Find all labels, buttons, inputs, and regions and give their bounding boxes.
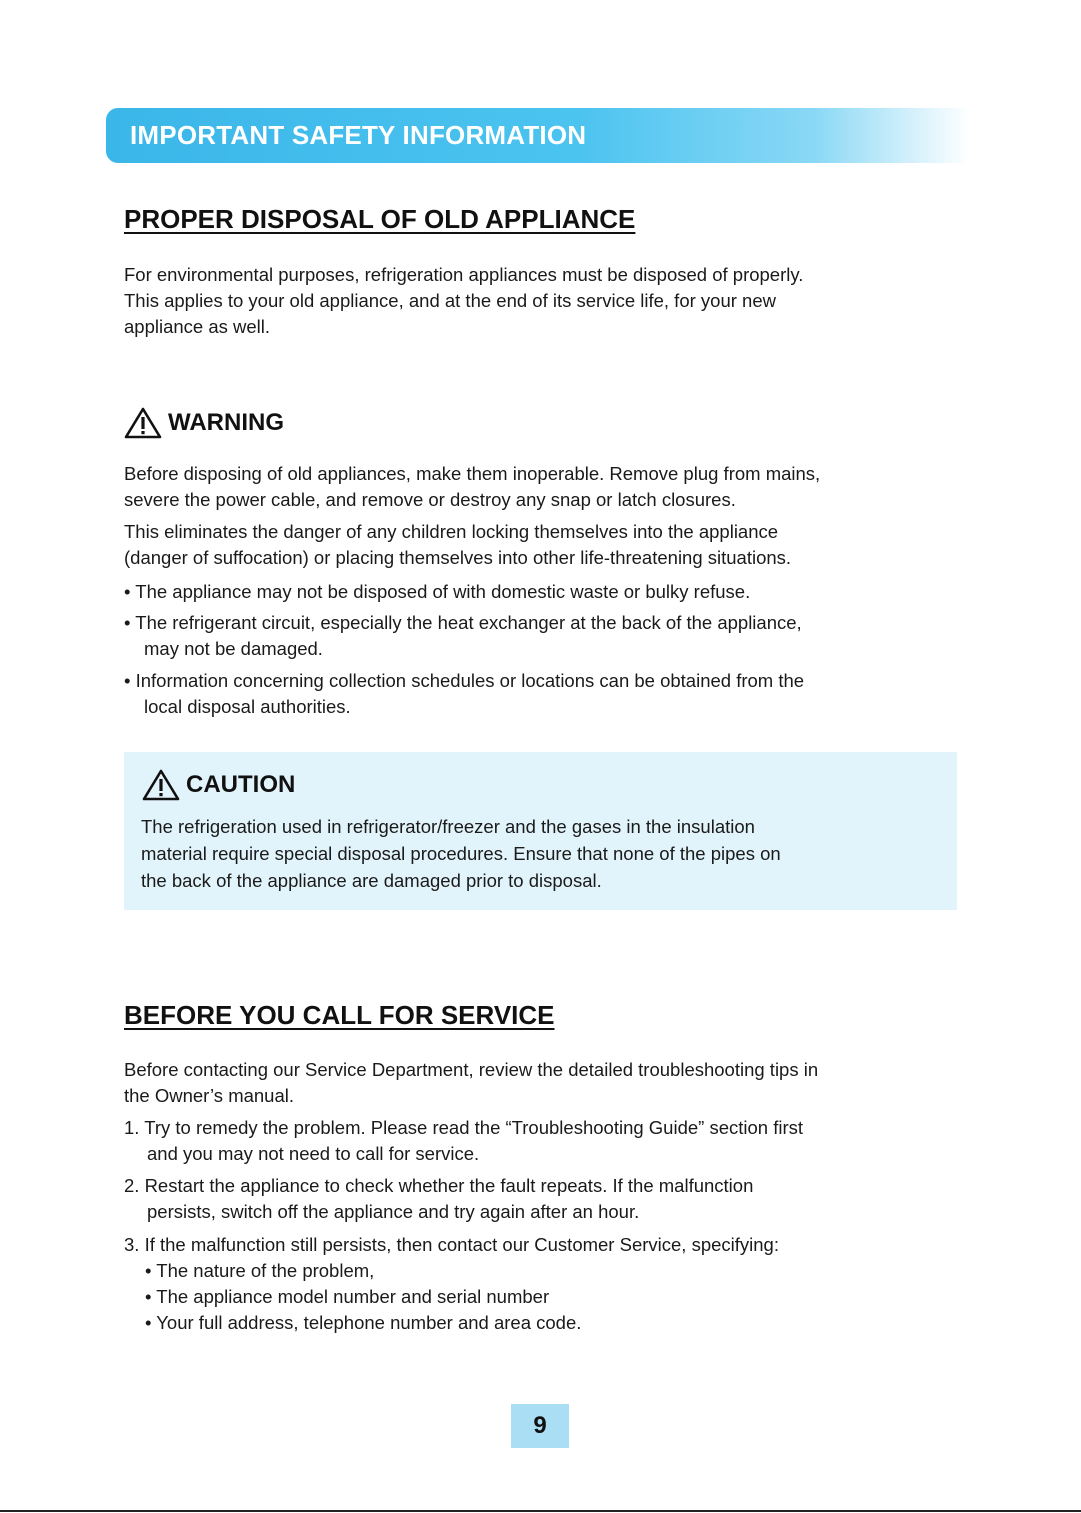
warning-heading [124, 406, 284, 440]
service-step [124, 1173, 944, 1225]
text-line: the back of the appliance are damaged prior to disposal. [141, 870, 602, 891]
step-text-continued: and you may not need to call for service. [147, 1143, 480, 1164]
warning-bullet [124, 579, 924, 605]
warning-bullet [124, 610, 924, 662]
text-line: the Owner’s manual. [124, 1085, 295, 1106]
page-number: 9 [511, 1404, 569, 1448]
service-intro [124, 1057, 924, 1109]
service-step [124, 1115, 944, 1167]
warning-triangle-icon [142, 769, 180, 801]
caution-label: CAUTION [186, 771, 296, 798]
section-header-bar [106, 108, 970, 163]
service-sub-bullet: • Your full address, telephone number and area code. [145, 1312, 582, 1333]
text-line: The refrigeration used in refrigerator/freezer and the gases in the insulation [141, 816, 755, 837]
text-line: Before disposing of old appliances, make them inoperable. Remove plug from mains, [124, 463, 821, 484]
disposal-paragraph [124, 262, 924, 340]
section-header-title: IMPORTANT SAFETY INFORMATION [130, 120, 587, 150]
text-line: This applies to your old appliance, and at the end of its service life, for your new [124, 290, 776, 311]
bullet-text: • The appliance may not be disposed of with domestic waste or bulky refuse. [124, 581, 751, 602]
caution-box [124, 752, 957, 910]
warning-triangle-icon [124, 407, 162, 439]
text-line: (danger of suffocation) or placing themselves into other life-threatening situations. [124, 547, 792, 568]
bullet-text-continued: may not be damaged. [144, 638, 323, 659]
footer-divider [0, 1510, 1081, 1512]
disposal-section-title: PROPER DISPOSAL OF OLD APPLIANCE [124, 204, 636, 234]
service-sub-bullet: • The nature of the problem, [145, 1260, 375, 1281]
caution-heading [142, 768, 295, 802]
text-line: For environmental purposes, refrigeration appliances must be disposed of properly. [124, 264, 804, 285]
step-text: 2. Restart the appliance to check whether the fault repeats. If the malfunction [124, 1175, 754, 1196]
service-section-title: BEFORE YOU CALL FOR SERVICE [124, 1000, 555, 1030]
text-line: severe the power cable, and remove or destroy any snap or latch closures. [124, 489, 736, 510]
service-sub-bullet: • The appliance model number and serial number [145, 1286, 550, 1307]
step-text: 3. If the malfunction still persists, then contact our Customer Service, specifying: [124, 1234, 779, 1255]
text-line: This eliminates the danger of any children locking themselves into the appliance [124, 521, 779, 542]
service-step [124, 1232, 944, 1258]
warning-bullet [124, 668, 924, 720]
text-line: appliance as well. [124, 316, 271, 337]
warning-paragraph-1 [124, 461, 924, 513]
bullet-text: • Information concerning collection schedules or locations can be obtained from the [124, 670, 805, 691]
bullet-text: • The refrigerant circuit, especially the heat exchanger at the back of the appliance, [124, 612, 802, 633]
step-text-continued: persists, switch off the appliance and try again after an hour. [147, 1201, 640, 1222]
caution-text [141, 813, 921, 894]
bullet-text-continued: local disposal authorities. [144, 696, 351, 717]
text-line: material require special disposal procedures. Ensure that none of the pipes on [141, 843, 781, 864]
text-line: Before contacting our Service Department, review the detailed troubleshooting tips in [124, 1059, 819, 1080]
warning-label: WARNING [168, 409, 284, 436]
warning-paragraph-2 [124, 519, 924, 571]
step-text: 1. Try to remedy the problem. Please read the “Troubleshooting Guide” section first [124, 1117, 804, 1138]
